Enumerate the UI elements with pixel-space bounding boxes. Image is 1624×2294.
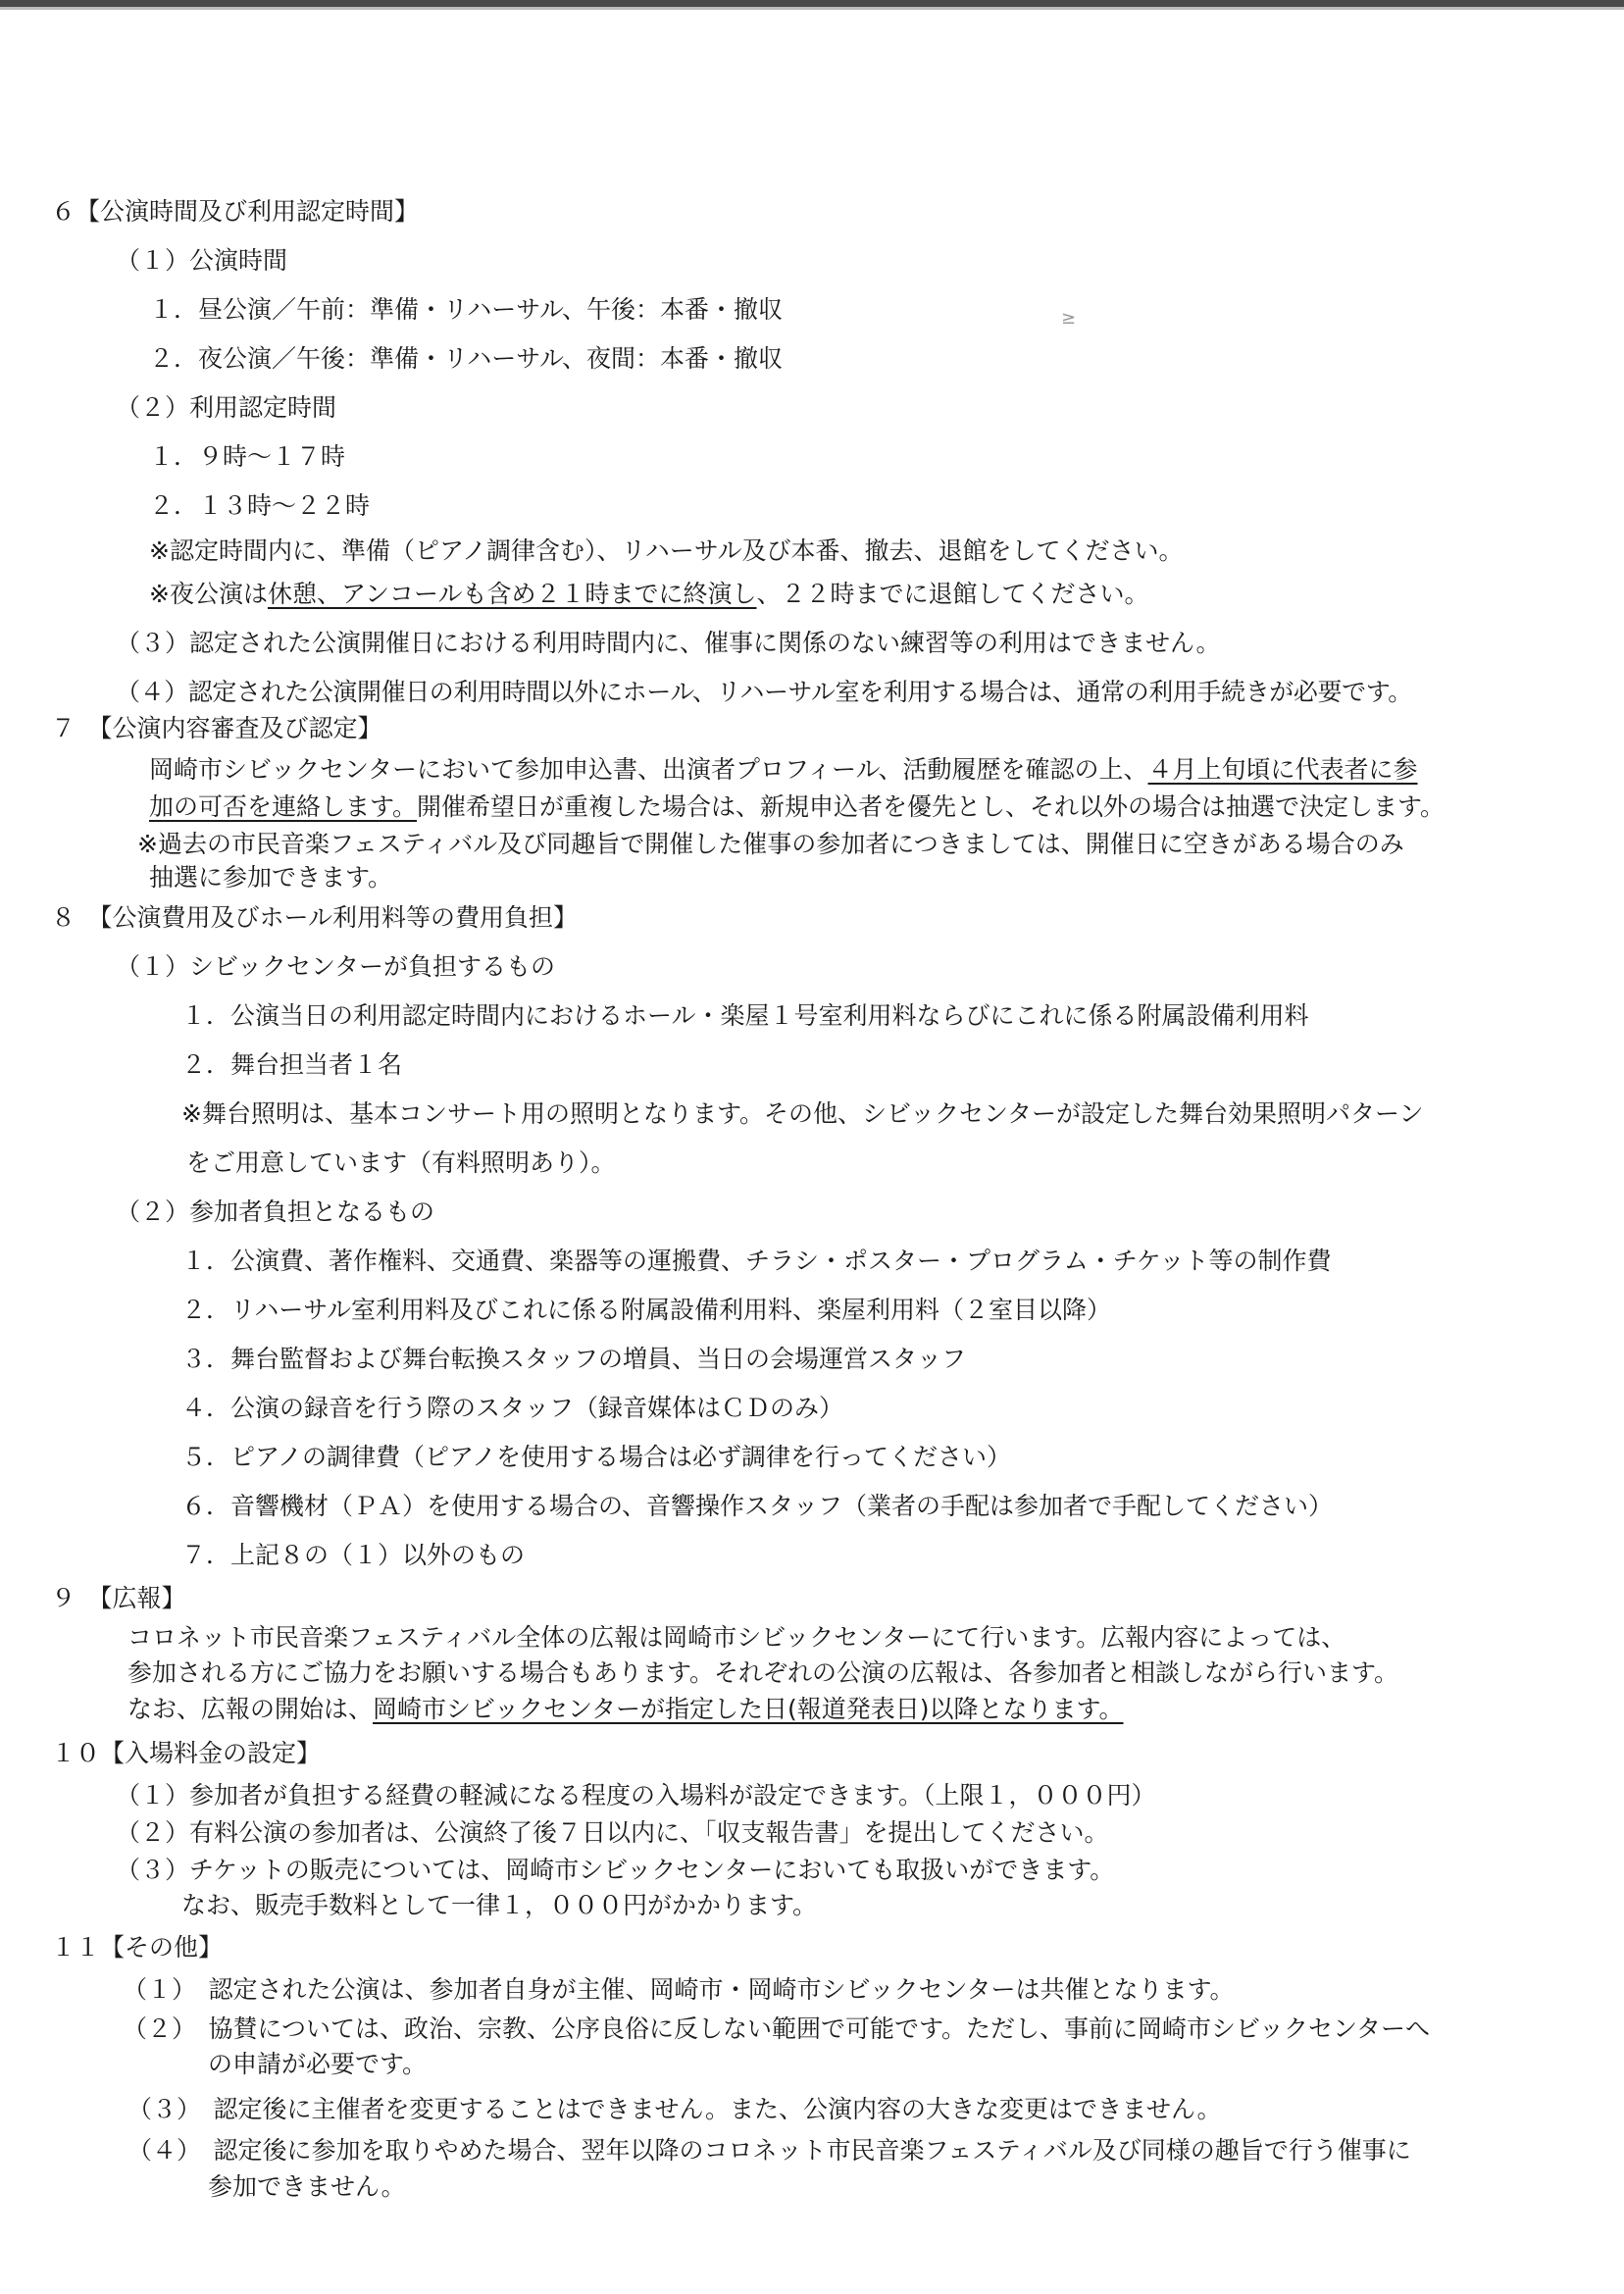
s8-note1: ※舞台照明は、基本コンサート用の照明となります。その他、シビックセンターが設定した舞台効果照明パターン	[181, 1099, 1424, 1128]
section-10-heading: １０【入場料金の設定】	[51, 1739, 322, 1767]
section-11-heading: １１【その他】	[51, 1933, 224, 1962]
s9-p3	[127, 1694, 1124, 1725]
s11-item2: （２） 協賛については、政治、宗教、公序良俗に反しない範囲で可能です。ただし、事前に岡崎市シビックセンターへ	[123, 2014, 1431, 2043]
s8-note2: をご用意しています（有料照明あり）。	[186, 1148, 616, 1177]
s9-p2: 参加される方にご協力をお願いする場合もあります。それぞれの公演の広報は、各参加者と相談しながら行います。	[127, 1658, 1399, 1687]
s10-item3: （３）チケットの販売については、岡崎市シビックセンターにおいても取扱いができます。	[116, 1856, 1115, 1884]
s8-sub2-item1: １．公演費、著作権料、交通費、楽器等の運搬費、チラシ・ポスター・プログラム・チケット等の制作費	[181, 1247, 1332, 1275]
s8-sub2-item5: ５．ピアノの調律費（ピアノを使用する場合は必ず調律を行ってください）	[181, 1443, 1012, 1471]
s6-note2-a: ※夜公演は	[149, 580, 268, 608]
s6-sub2-item1: １．９時〜１７時	[149, 442, 346, 471]
scan-top-edge	[0, 0, 1624, 7]
scan-top-edge-shadow	[0, 7, 1624, 10]
s10-item1: （１）参加者が負担する経費の軽減になる程度の入場料が設定できます。（上限１，０００円）	[116, 1781, 1156, 1810]
s6-note1: ※認定時間内に、準備（ピアノ調律含む）、リハーサル及び本番、撤去、退館をしてください。	[149, 536, 1184, 565]
s8-sub2-item6: ６．音響機材（ＰＡ）を使用する場合の、音響操作スタッフ（業者の手配は参加者で手配してください）	[181, 1492, 1334, 1520]
s9-p1: コロネット市民音楽フェスティバル全体の広報は岡崎市シビックセンターにて行います。広報内容によっては、	[127, 1623, 1346, 1652]
section-6-heading: ６【公演時間及び利用認定時間】	[51, 197, 420, 226]
s6-sub2: （２）利用認定時間	[116, 393, 337, 422]
s6-note2-c: 、２２時までに退館してください。	[756, 580, 1149, 608]
s7-note2: 抽選に参加できます。	[149, 863, 393, 892]
s8-sub1-item1: １．公演当日の利用認定時間内におけるホール・楽屋１号室利用料ならびにこれに係る附属設備利用料	[181, 1001, 1309, 1030]
s6-sub3: （３）認定された公演開催日における利用時間内に、催事に関係のない練習等の利用はできません。	[116, 629, 1221, 657]
s6-note2-underlined: 休憩、アンコールも含め２１時までに終演し	[267, 580, 757, 608]
s11-item1: （１） 認定された公演は、参加者自身が主催、岡崎市・岡崎市シビックセンターは共催となります。	[123, 1975, 1235, 2004]
s7-p2-underlined: 加の可否を連絡します。	[149, 792, 418, 821]
s6-sub1-item2: ２．夜公演／午後：準備・リハーサル、夜間：本番・撤収	[149, 344, 784, 373]
s7-p1	[149, 754, 1418, 786]
s7-p1-a: 岡崎市シビックセンターにおいて参加申込書、出演者プロフィール、活動履歴を確認の上、	[149, 755, 1148, 784]
s7-p1-underlined: ４月上旬頃に代表者に参	[1147, 755, 1418, 784]
s8-sub1: （１）シビックセンターが負担するもの	[116, 952, 556, 981]
s11-item4-cont: 参加できません。	[208, 2172, 406, 2201]
s10-item3-cont: なお、販売手数料として一律１，０００円がかかります。	[181, 1891, 818, 1919]
s7-p2	[149, 791, 1445, 823]
s6-note2	[149, 579, 1148, 610]
section-7-heading: ７ 【公演内容審査及び認定】	[51, 714, 382, 742]
s11-item3: （３） 認定後に主催者を変更することはできません。また、公演内容の大きな変更はできません。	[127, 2095, 1222, 2123]
s7-p2-b: 開催希望日が重複した場合は、新規申込者を優先とし、それ以外の場合は抽選で決定します。	[417, 792, 1446, 821]
s6-sub4: （４）認定された公演開催日の利用時間以外にホール、リハーサル室を利用する場合は、通常の利用手続きが必要です。	[116, 678, 1412, 706]
s11-item2-cont: の申請が必要です。	[208, 2050, 428, 2078]
scan-speck: ≥	[1061, 308, 1077, 329]
s11-item4: （４） 認定後に参加を取りやめた場合、翌年以降のコロネット市民音楽フェスティバル及び同様の趣旨で行う催事に	[127, 2136, 1411, 2165]
s8-sub2-item7: ７．上記８の（１）以外のもの	[181, 1541, 526, 1569]
s6-sub2-item2: ２．１３時〜２２時	[149, 491, 371, 520]
s8-sub2-item3: ３．舞台監督および舞台転換スタッフの増員、当日の会場運営スタッフ	[181, 1345, 967, 1373]
s9-p3-underlined: 岡崎市シビックセンターが指定した日(報道発表日)以降となります。	[373, 1695, 1124, 1723]
section-8-heading: ８ 【公演費用及びホール利用料等の費用負担】	[51, 903, 579, 932]
section-9-heading: ９ 【広報】	[51, 1584, 186, 1612]
s9-p3-a: なお、広報の開始は、	[127, 1695, 374, 1723]
s8-sub1-item2: ２．舞台担当者１名	[181, 1050, 403, 1079]
s8-sub2-item2: ２．リハーサル室利用料及びこれに係る附属設備利用料、楽屋利用料（２室目以降）	[181, 1296, 1112, 1324]
s7-note1: ※過去の市民音楽フェスティバル及び同趣旨で開催した催事の参加者につきましては、開催日に空きがある場合のみ	[137, 830, 1404, 858]
s8-sub2: （２）参加者負担となるもの	[116, 1198, 435, 1226]
s6-sub1: （１）公演時間	[116, 246, 288, 275]
s10-item2: （２）有料公演の参加者は、公演終了後７日以内に、「収支報告書」を提出してください。	[116, 1818, 1109, 1847]
s8-sub2-item4: ４．公演の録音を行う際のスタッフ（録音媒体はＣＤのみ）	[181, 1394, 844, 1422]
s6-sub1-item1: １．昼公演／午前：準備・リハーサル、午後：本番・撤収	[149, 295, 784, 324]
